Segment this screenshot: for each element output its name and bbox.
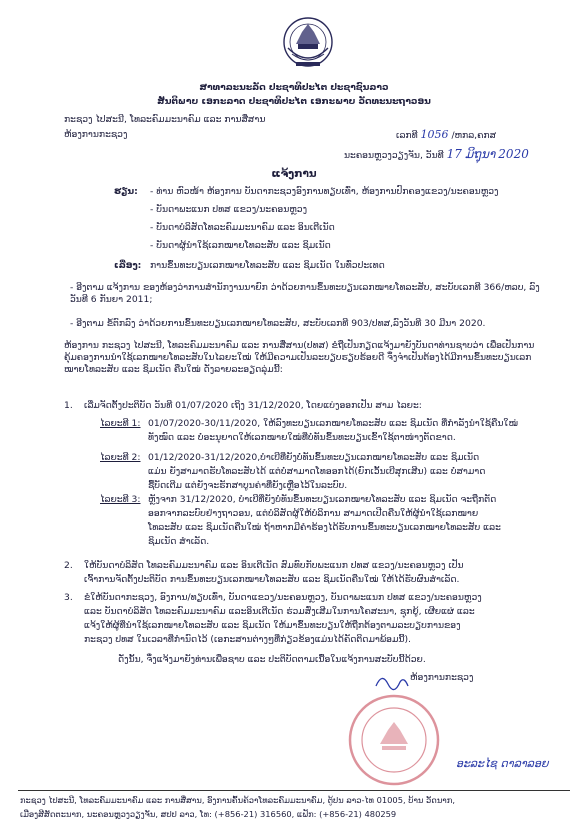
office-name: ຫ້ອງການກະຊວງ — [64, 129, 128, 140]
item-line: ແລະ ບັນດາບໍລິສັດ ໂທລະຄົມມະນາຄົມ ແລະອິນເຕີເນັດ ຮ່ວມສົ່ງເສີມໃນການໂຄສະນາ, ຊຸກຍູ້, ເຜີຍແຜ່ ແລະ — [84, 606, 475, 617]
item-number: 1. — [64, 400, 73, 411]
closing-line: ດັ່ງນັ້ນ, ຈຶ່ງແຈ້ງມາຍັງທ່ານເພື່ອຊາບ ແລະ ປະຕິບັດຕາມເນື້ອໃນແຈ້ງການສະບັບນີ້ດ້ວຍ. — [118, 654, 426, 665]
subject-text: ການຂຶ້ນທະບຽນເລກໝາຍໂທລະສັບ ແລະ ຊິມເນັດ ໃນທົ່ວປະເທດ — [150, 260, 385, 271]
phase-label: ໄລຍະທີ 3: — [100, 494, 141, 505]
document-title: ແຈ້ງການ — [271, 168, 317, 180]
footer-line-2: ເມືອງສີສັດຕະນາກ, ນະຄອນຫຼວງວຽງຈັນ, ສປປ ລາວ, ໂທ: (+856-21) 316560, ແຟັກ: (+856-21) 480259 — [20, 809, 397, 819]
place-date-label: ນະຄອນຫຼວງວຽງຈັນ, ວັນທີ — [344, 150, 444, 161]
item-number: 2. — [64, 560, 73, 571]
date-year: 2020 — [498, 147, 529, 161]
doc-number-handwritten: 1056 — [420, 128, 449, 141]
national-emblem-icon — [282, 14, 334, 72]
signature-title: ຫ້ອງການກະຊວງ — [410, 672, 474, 683]
doc-number-label: ເລກທີ — [396, 130, 418, 141]
footer-divider — [18, 790, 570, 791]
reference-item: - ອີງຕາມ ແຈ້ງການ ຂອງຫ້ອງວ່າການສຳນັກງານນາຍົກ ວ່າດ້ວຍການຂຶ້ນທະບຽນເລກໝາຍໂທລະສັບ, ສະບັບເລກທີ 366/ຫລບ, ລົງວັນທີ 6 ກັນຍາ 2011; — [70, 282, 540, 305]
reference-item: - ອີງຕາມ ຂໍ້ຕົກລົງ ວ່າດ້ວຍການຂຶ້ນທະບຽນເລກໝາຍໂທລະສັບ, ສະບັບເລກທີ 903/ປທສ,ລົງວັນທີ 30 ມີນາ 2020. — [70, 318, 486, 329]
item-line: ກະຊວງ ປທສ ໃນເວລາທີ່ກຳນົດໄວ້ (ເອກະສານຕ່າງໆທີ່ກ່ຽວຂ້ອງແມ່ນໄດ້ຄັດຕິດມາພ້ອມນີ້). — [84, 634, 411, 645]
phase-line: ອອກຈາກລະບົບຢ່າງຖາວອນ, ແຕ່ບໍລິສັດຜູ້ໃຫ້ບໍລິການ ສາມາດເປີດຄືນໃຫ້ຜູ້ນຳໃຊ້ເລກໝາຍ — [148, 508, 479, 519]
recipient-item: - ບັນດາພະແນກ ປທສ ແຂວງ/ນະຄອນຫຼວງ — [150, 204, 308, 215]
phase-line: ໂທລະສັບ ແລະ ຊິມເນັດຄືນໃໝ່ ຖ້າຫາກມີຄຳຮ້ອງໄດ້ຮັບການຂຶ້ນທະບຽນເລກໝາຍໂທລະສັບ ແລະ — [148, 522, 501, 533]
recipient-item: - ທ່ານ ຫົວໜ້າ ຫ້ອງການ ບັນດາກະຊວງອົງການທຽບເທົ່າ, ຫ້ອງການປົກຄອງແຂວງ/ນະຄອນຫຼວງ — [150, 186, 499, 197]
item-number: 3. — [64, 592, 73, 603]
phase-line: ຊິມເນັດ ສຳເລັດ. — [148, 536, 210, 547]
phase-line: ທັງໝົດ ແລະ ບໍ່ອະນຸຍາດໃຫ້ເລກໝາຍໃໝ່ທີ່ບໍ່ທັນຂຶ້ນທະບຽນເຂົ້າໃຊ້ຕາໜ່າງຕັດຂາດ. — [148, 432, 456, 443]
date-day: 17 — [446, 147, 462, 161]
to-label: ຮຽນ: — [114, 186, 138, 197]
item-line: ຂໍໃຫ້ບັນດາກະຊວງ, ອົງການ/ທຽບເທົ່າ, ບັນດາແຂວງ/ນະຄອນຫຼວງ, ບັນດາພະແນກ ປທສ ແຂວງ/ນະຄອນຫຼວງ — [84, 592, 482, 603]
phase-line: 01/07/2020-30/11/2020, ໃຫ້ລົງທະບຽນເລກໝາຍໂທລະສັບ ແລະ ຊິມເນັດ ທີ່ກຳລັງນຳໃຊ້ຄືນໃໝ່ — [148, 418, 518, 429]
phase-label: ໄລຍະທີ 1: — [100, 418, 141, 429]
item-line: ໃຫ້ບັນດາບໍລິສັດ ໂທລະຄົມມະນາຄົມ ແລະ ອິນເຕີເນັດ ສົມທົບກັບພະແນກ ປທສ ແຂວງ/ນະຄອນຫຼວງ ເປັນ — [84, 560, 464, 571]
official-seal-icon — [344, 690, 444, 790]
phase-line: ຊື້ບັດເຕີມ ແຕ່ຍັງຈະຮັກສາບູນຄ່າທີ່ຍັງເຫຼືອໄວ້ໃນລະບົບ. — [148, 480, 348, 491]
country-line-1: ສາທາລະນະລັດ ປະຊາທິປະໄຕ ປະຊາຊົນລາວ — [199, 82, 389, 93]
doc-number-suffix: /ຫກລ,ຄກສ — [451, 130, 497, 141]
item-line: ແຈ້ງໃຫ້ຜູ້ທີ່ນຳໃຊ້ເລກໝາຍໂທລະສັບ ແລະ ຊິມເນັດ ໃຫ້ມາຂຶ້ນທະບຽນໃຫ້ຖືກຕ້ອງຕາມລະບຽບການຂອງ — [84, 620, 461, 631]
item-text: ເລີ່ມຈັດຕັ້ງປະຕິບັດ ວັນທີ 01/07/2020 ເຖິງ 31/12/2020, ໂດຍແບ່ງອອກເປັນ ສາມ ໄລຍະ: — [84, 400, 422, 411]
place-date — [344, 148, 529, 162]
phase-line: ຫຼັງຈາກ 31/12/2020, ບໍາເບີທີ່ຍັງບໍ່ທັນຂຶ້ນທະບຽນເລກໝາຍໂທລະສັບ ແລະ ຊິມເນັດ ຈະຖືກຕັດ — [148, 494, 497, 505]
country-line-2: ສັນຕິພາບ ເອກະລາດ ປະຊາທິປະໄຕ ເອກະພາບ ວັດທະນະຖາວອນ — [157, 96, 431, 107]
ministry-name: ກະຊວງ ໄປສະນີ, ໂທລະຄົມມະນາຄົມ ແລະ ການສື່ສານ — [64, 114, 266, 125]
recipient-item: - ບັນດາຜູ້ນຳໃຊ້ເລກໝາຍໂທລະສັບ ແລະ ຊິມເນັດ — [150, 240, 331, 251]
date-month: ມິຖຸນາ — [464, 147, 496, 161]
subject-label: ເລື່ອງ: — [114, 260, 142, 271]
phase-line: ແມ່ນ ຍັງສາມາດຮັບໂທລະສັບໄດ້ ແຕ່ບໍ່ສາມາດໂທອອກໄດ້(ຍົກເວັ້ນເບີສຸກເສີນ) ແລະ ບໍ່ສາມາດ — [148, 466, 486, 477]
phase-label: ໄລຍະທີ 2: — [100, 452, 141, 463]
signer-name: ອະລະໄຊ ດາລາລອຍ — [456, 757, 549, 770]
item-line: ເຈົ້າການຈັດຕັ້ງປະຕິບັດ ການຂຶ້ນທະບຽນເລກໝາຍໂທລະສັບ ແລະ ຊິມເນັດຄືນໃໝ່ ໃຫ້ໄດ້ຮັບຜົນສຳເລັດ. — [84, 574, 460, 585]
doc-number — [396, 129, 496, 142]
phase-line: 01/12/2020-31/12/2020,ບໍາເບີທີ່ຍັງບໍ່ທັນຂຶ້ນທະບຽນເລກໝາຍໂທລະສັບ ແລະ ຊິມເນັດ — [148, 452, 480, 463]
intro-paragraph: ຫ້ອງການ ກະຊວງ ໄປສະນີ, ໂທລະຄົມມະນາຄົມ ແລະ ການສື່ສານ(ປທສ) ຂໍຖືເປັນກຽດແຈ້ງມາຍັງບັນດາທ່ານຊາບວ່າ ເພື່ອເປັນການຄຸ້ມຄອງການນຳໃຊ້ເລກໝາຍໂທລະສັບໃນໄລຍະໃໝ່ ໃຫ້ມີຄວາມເປັນລະບຽບຮຽບຮ້ອຍດີ ຈຶ່ງຈຳເປັນຕ້ອງໄດ້ມີການຂຶ້ນທະບຽນເລກໝາຍໂທລະສັບ ແລະ ຊິມເນັດ ຄືນໃໝ່ ດັ່ງລາຍລະອຽດລຸ່ມນີ້: — [64, 340, 535, 375]
footer-line-1: ກະຊວງ ໄປສະນີ, ໂທລະຄົມມະນາຄົມ ແລະ ການສື່ສານ, ອົງການຄົ້ນຄ້ວາໂທລະຄົມມະນາຄົມ, ຕູ້ປນ ລາວ-ໄທ 01005, ບ້ານ ວັດນາກ, — [20, 795, 455, 805]
recipient-item: - ບັນດາບໍລິສັດໂທລະຄົມມະນາຄົມ ແລະ ອິນເຕີເນັດ — [150, 222, 335, 233]
